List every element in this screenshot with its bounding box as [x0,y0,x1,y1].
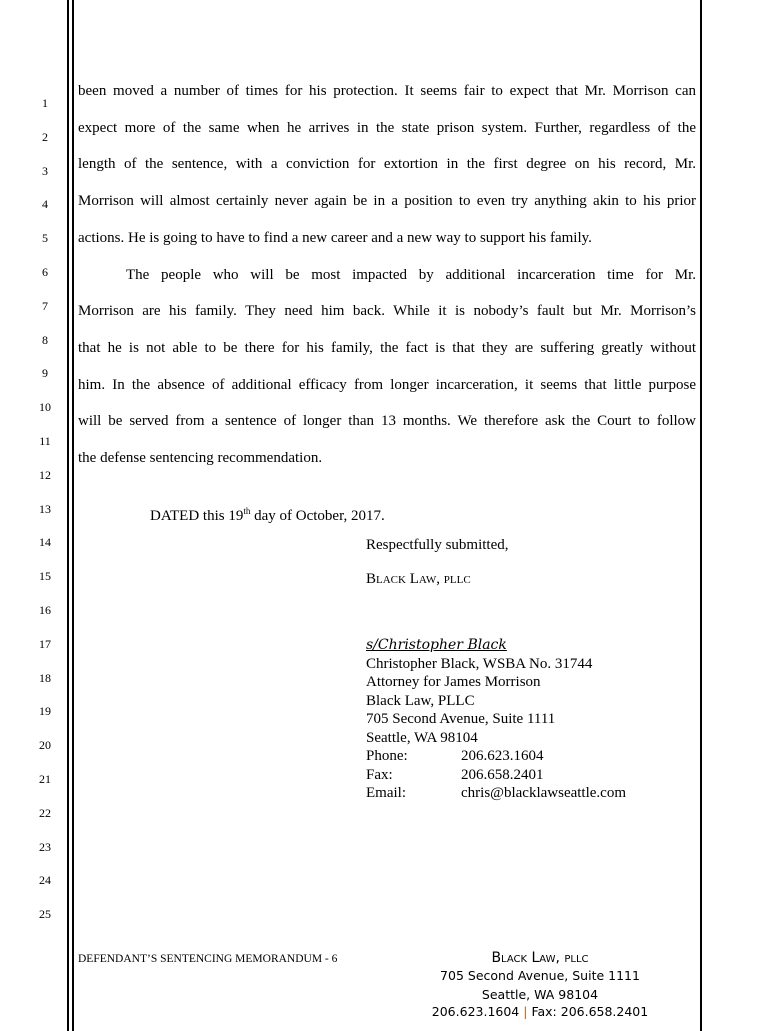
body-line: expect more of the same when he arrives in the state prison system. Further, regardless of the [78,119,696,136]
footer-address: 705 Second Avenue, Suite 1111 [440,968,640,983]
line-number: 14 [39,535,51,550]
sig-line: 705 Second Avenue, Suite 1111 [366,711,556,727]
line-number: 3 [42,163,48,178]
sig-line: Christopher Black, WSBA No. 31744 [366,655,593,672]
contact-fax: Fax: 206.658.2401 [366,766,544,783]
body-line: been moved a number of times for his protection. It seems fair to expect that Mr. Morrison can [78,83,696,99]
sig-line: Black Law, PLLC [366,692,475,709]
sig-line: Seattle, WA 98104 [366,729,478,746]
line-number: 22 [39,805,51,820]
signature-block [366,636,626,803]
footer-title: DEFENDANT’S SENTENCING MEMORANDUM - 6 [78,953,338,965]
line-number: 13 [39,501,51,516]
signature: s/Christopher Black [366,637,507,653]
closing: Respectfully submitted, [366,537,509,553]
line-number: 9 [42,366,48,381]
body-line: Morrison are his family. They need him back. While it is nobody’s fault but Mr. Morrison’s [78,303,696,320]
line-number: 19 [39,704,51,719]
contact-email: Email: chris@blacklawseattle.com [366,785,626,801]
line-number: 5 [42,231,48,246]
line-number: 23 [39,839,51,854]
line-number: 2 [42,129,48,144]
line-number: 15 [39,569,51,584]
firm-name: Black Law, pllc [366,571,471,587]
line-number: 24 [39,873,51,888]
margin-line-left-outer [67,0,69,1031]
line-number: 8 [42,332,48,347]
footer-firm: Black Law, pllc [491,950,589,966]
line-number: 17 [39,636,51,651]
margin-line-left-inner [72,0,74,1031]
line-number: 10 [39,400,51,415]
line-number: 12 [39,467,51,482]
body-line: length of the sentence, with a conviction for extortion in the first degree on his record, Mr. [78,156,696,173]
line-number: 20 [39,738,51,753]
contact-phone: Phone: 206.623.1604 [366,748,544,764]
line-number: 7 [42,298,48,313]
line-number: 11 [39,434,51,448]
line-number: 6 [42,265,48,279]
sig-line: Attorney for James Morrison [366,674,541,690]
line-number: 4 [42,197,48,212]
line-number: 18 [39,670,51,685]
line-number: 16 [39,603,51,617]
line-number: 25 [39,907,51,922]
body-line: will be served from a sentence of longer than 13 months. We therefore ask the Court to follow [78,413,696,430]
line-number: 1 [42,96,48,110]
body-line: actions. He is going to have to find a new career and a new way to support his family. [78,229,592,246]
body-line: the defense sentencing recommendation. [78,450,323,466]
footer-contact: 206.623.1604 | Fax: 206.658.2401 [431,1004,649,1019]
body-line: him. In the absence of additional efficacy from longer incarceration, it seems that little purpose [78,376,696,393]
body-line: Morrison will almost certainly never again be in a position to even try anything akin to his prior [78,193,696,210]
body-line: The people who will be most impacted by additional incarceration time for Mr. [126,266,696,283]
line-number: 21 [39,772,51,786]
dated-line: DATED this 19th day of October, 2017. [150,506,385,524]
footer-city: Seattle, WA 98104 [481,987,599,1002]
margin-line-right [700,0,702,1031]
body-line: that he is not able to be there for his family, the fact is that they are suffering greatly without [78,339,696,356]
